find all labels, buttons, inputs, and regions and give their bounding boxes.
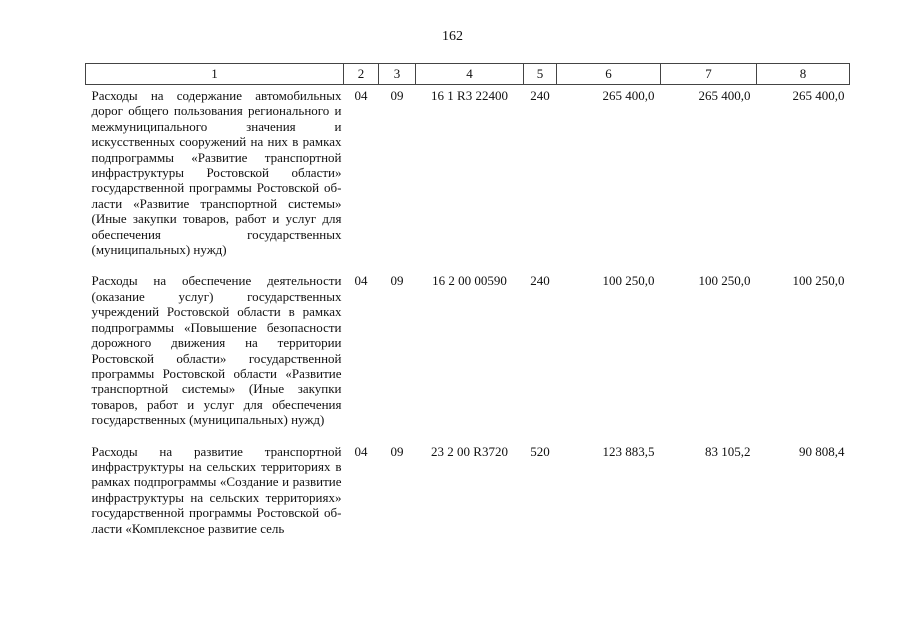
row-amount-1: 123 883,5: [602, 443, 655, 459]
table-row: [86, 441, 850, 549]
row-amount-1: 100 250,0: [602, 273, 655, 289]
table-header-row: [86, 64, 850, 85]
row-amount-3: 265 400,0: [792, 88, 845, 103]
table-row: [86, 270, 850, 440]
page-number: 162: [442, 29, 463, 44]
header-col-6: 6: [557, 64, 661, 85]
row-expense-type: 240: [530, 273, 550, 289]
row-amount-2: 83 105,2: [705, 443, 751, 459]
row-expense-type: 520: [530, 443, 550, 459]
row-description: Расходы на обеспечение деятельности (оказание услуг) государственных учреждений Ростовской области в рамках подпрограммы «Повышение безопасности дорожного движения на территории Ростовской области» государственной программы Ростовской области «Развитие транспортной системы» (Иные закупки товаров, работ и услуг для обеспечения государственных (муниципальных) нужд): [91, 273, 342, 428]
row-target-article: 16 2 00 00590: [432, 273, 507, 289]
row-section: 04: [354, 443, 368, 459]
row-expense-type: 240: [530, 88, 550, 103]
row-amount-2: 265 400,0: [698, 88, 751, 103]
row-target-article: 23 2 00 R3720: [431, 443, 508, 459]
row-section: 04: [354, 88, 368, 103]
row-amount-1: 265 400,0: [602, 88, 655, 103]
budget-table: [85, 63, 850, 549]
row-subsection: 09: [390, 443, 404, 459]
row-amount-3: 100 250,0: [792, 273, 845, 289]
row-target-article: 16 1 R3 22400: [431, 88, 508, 103]
header-col-1: 1: [86, 64, 344, 85]
header-col-8: 8: [757, 64, 850, 85]
header-col-2: 2: [344, 64, 379, 85]
table-row: [86, 85, 850, 271]
row-description: Расходы на содержание автомобильных дорог общего пользования регионального и межмуниципального значения и искусственных сооружений на них в рамках подпрограммы «Развитие транспортной инфраструктуры Ростовской области» государственной программы Ростовской области «Развитие транспортной системы» (Иные закупки товаров, работ и услуг для обеспечения государственных (муниципальных) нужд): [91, 88, 342, 258]
row-amount-2: 100 250,0: [698, 273, 751, 289]
header-col-5: 5: [524, 64, 557, 85]
row-section: 04: [354, 273, 368, 289]
row-subsection: 09: [390, 88, 404, 103]
row-description: Расходы на развитие транспортной инфраструктуры на сельских территориях в рамках подпрограммы «Создание и развитие инфраструктуры на сельских территориях» государственной программы Ростовской области «Комплексное развитие сель: [91, 443, 342, 536]
header-col-4: 4: [416, 64, 524, 85]
row-subsection: 09: [390, 273, 404, 289]
row-amount-3: 90 808,4: [799, 443, 845, 459]
header-col-3: 3: [379, 64, 416, 85]
header-col-7: 7: [661, 64, 757, 85]
